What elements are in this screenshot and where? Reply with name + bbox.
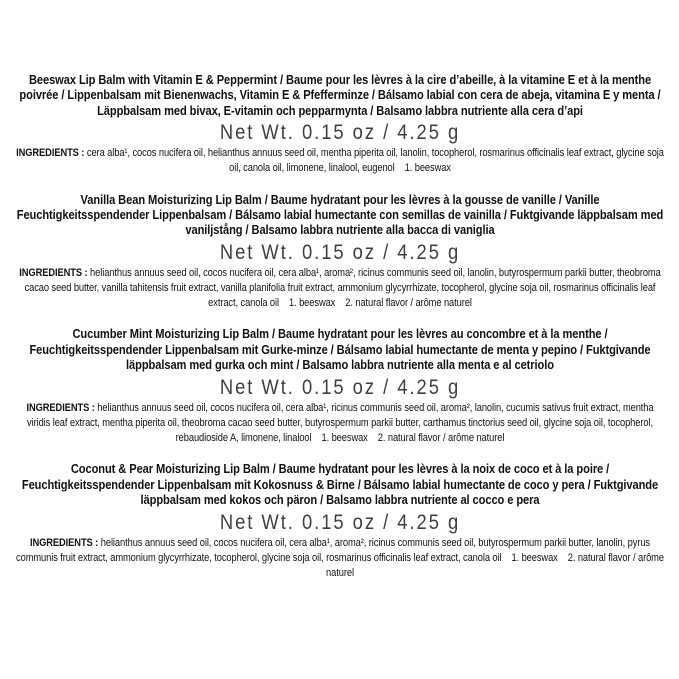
ingredients-text: helianthus annuus seed oil, cocos nucifera oil, cera alba¹, aroma², ricinus communis seed oil, lanolin, butyrospermum parkii butter, theobroma cacao seed butter, vanilla tahitensis fruit extract, vanilla planifolia fruit extract, ammonium glycyrrhizate, tocopherol, glycine soja oil, rosmarinus officinalis leaf extract, canola oil 1. beeswax 2. natural flavor / arôme naturel (24, 266, 661, 310)
ingredients-text: helianthus annuus seed oil, cocos nucifera oil, cera alba¹, aroma², ricinus communis seed oil, butyrospermum parkii butter, lanolin, pyrus communis fruit extract, ammonium glycyrrhizate, tocopherol, glycine soja oil, rosmarinus officinalis leaf extract, canola oil 1. beeswax 2. natural flavor / arôme naturel (15, 536, 664, 579)
product-section-beeswax-peppermint (14, 72, 666, 177)
product-title: Beeswax Lip Balm with Vitamin E & Peppermint / Baume pour les lèvres à la cire d’abeille, à la vitamine E et à la menthe poivrée / Lippenbalsam mit Bienenwachs, Vitamin E & Pfefferminze / Bálsamo labial con cera de abeja, vitamina E y menta / Läppbalsam med bivax, E-vitamin och pepparmynta / Balsamo labbra nutriente alla cera d’api (18, 72, 661, 118)
ingredients-label: INGREDIENTS : (15, 147, 84, 160)
product-section-coconut-pear (14, 461, 666, 581)
product-section-cucumber-mint (14, 326, 666, 446)
product-title: Vanilla Bean Moisturizing Lip Balm / Baume hydratant pour les lèvres à la gousse de vanille / Vanille Feuchtigkeitsspendender Lippenbalsam / Bálsamo labial humectante con semillas de vainilla / Fuktgivande läppbalsam med vaniljstång / Balsamo labbra nutriente alla bacca di vaniglia (16, 191, 663, 238)
ingredients-label: INGREDIENTS : (18, 266, 87, 279)
net-weight: Net Wt. 0.15 oz / 4.25 g (219, 120, 460, 145)
ingredients-text: cera alba¹, cocos nucifera oil, helianthus annuus seed oil, mentha piperita oil, lanolin, tocopherol, rosmarinus officinalis leaf extract, glycine soja oil, canola oil, limonene, linalool, eugenol 1. beeswax (86, 147, 664, 175)
ingredients-label: INGREDIENTS : (25, 401, 95, 414)
ingredients-paragraph (14, 536, 666, 582)
ingredients-text: helianthus annuus seed oil, cocos nucifera oil, cera alba¹, ricinus communis seed oil, aroma², lanolin, cucumis sativus fruit extract, mentha viridis leaf extract, mentha piperita oil, theobroma cacao seed butter, butyrospermum parkii butter, carthamus tinctorius seed oil, glycine soja oil, tocopherol, rebaudioside A, limonene, linalool 1. beeswax 2. natural flavor / arôme naturel (26, 401, 653, 445)
ingredients-paragraph (14, 146, 666, 176)
label-sheet (14, 0, 666, 581)
product-title: Coconut & Pear Moisturizing Lip Balm / Baume hydratant pour les lèvres à la noix de coco et à la poire / Feuchtigkeitsspendender Lippenbalsam mit Kokosnuss & Birne / Bálsamo labial humectante de coco y pera / Fuktgivande läppbalsam med kokos och päron / Balsamo labbra nutriente al cocco e pera (21, 461, 658, 508)
ingredients-label: INGREDIENTS : (29, 536, 98, 549)
net-weight: Net Wt. 0.15 oz / 4.25 g (219, 509, 460, 534)
product-section-vanilla-bean (14, 192, 666, 312)
net-weight: Net Wt. 0.15 oz / 4.25 g (219, 239, 460, 264)
product-title: Cucumber Mint Moisturizing Lip Balm / Baume hydratant pour les lèvres au concombre et à la menthe / Feuchtigkeitsspendender Lippenbalsam mit Gurke-minze / Bálsamo labial humectante de menta y pepino / Fuktgivande läppbalsam med gurka och mint / Balsamo labbra nutriente alla menta e al cetriolo (28, 326, 651, 373)
ingredients-paragraph (14, 266, 666, 312)
ingredients-paragraph (14, 401, 666, 447)
net-weight: Net Wt. 0.15 oz / 4.25 g (219, 374, 460, 399)
